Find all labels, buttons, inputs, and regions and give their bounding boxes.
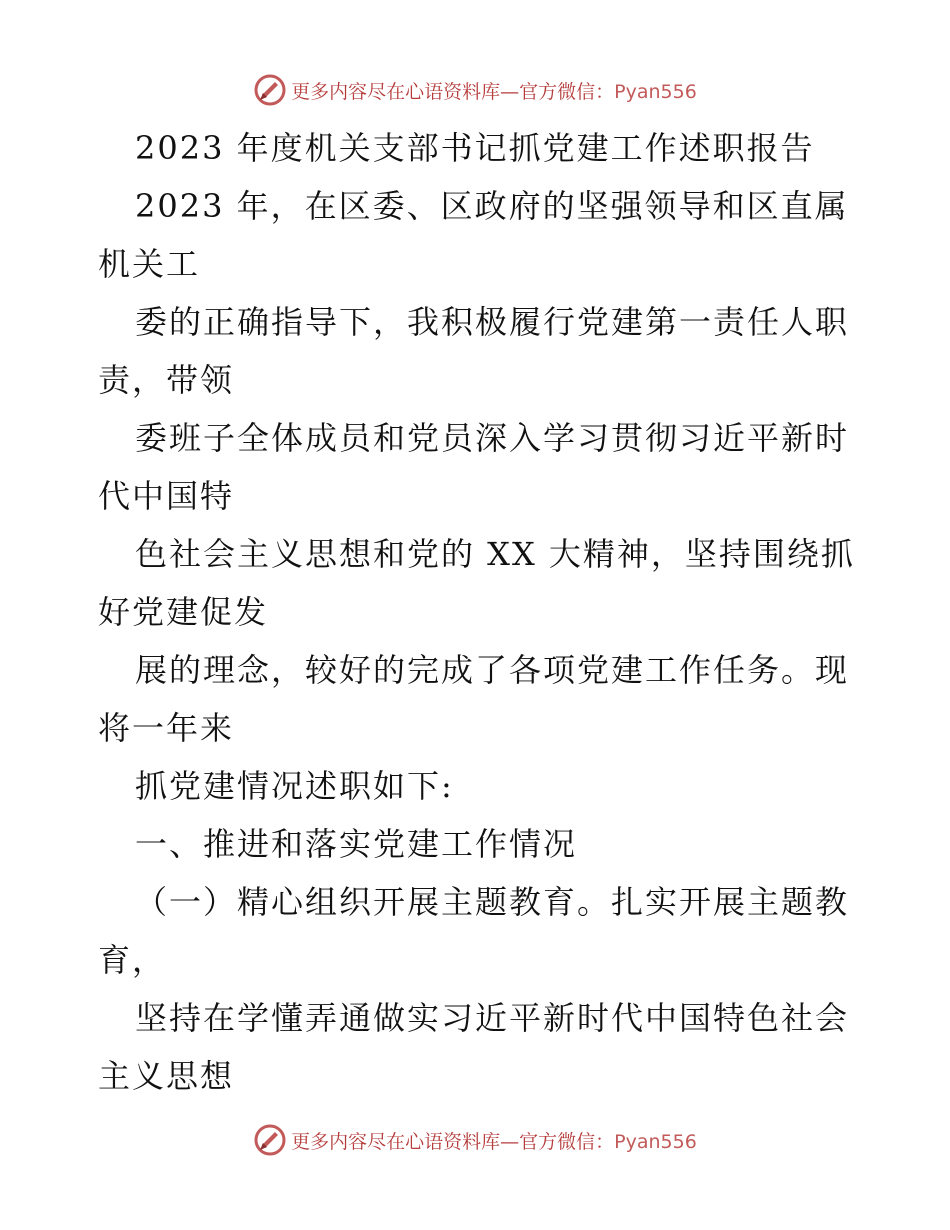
watermark-text: 更多内容尽在心语资料库—官方微信：Pyan556	[291, 1130, 697, 1153]
paragraph-line: 将一年来	[98, 709, 235, 747]
section-heading: 一、推进和落实党建工作情况	[135, 825, 578, 863]
header-watermark	[0, 70, 950, 110]
paragraph-line: 机关工	[98, 245, 201, 283]
pen-seal-icon	[253, 1123, 287, 1157]
paragraph-line: 抓党建情况述职如下:	[135, 767, 454, 805]
paragraph-line: 展的理念，较好的完成了各项党建工作任务。现	[135, 651, 850, 689]
watermark-text: 更多内容尽在心语资料库—官方微信：Pyan556	[291, 80, 697, 103]
subsection-heading: （一）精心组织开展主题教育。扎实开展主题教	[135, 883, 850, 921]
paragraph-line: 育，	[98, 941, 167, 979]
paragraph-line: 责，带领	[98, 361, 235, 399]
paragraph-line: 色社会主义思想和党的 XX 大精神，坚持围绕抓	[135, 535, 855, 573]
paragraph-line: 2023 年，在区委、区政府的坚强领导和区直属	[135, 187, 849, 225]
paragraph-line: 好党建促发	[98, 593, 269, 631]
footer-watermark	[0, 1120, 950, 1160]
paragraph-line: 委的正确指导下，我积极履行党建第一责任人职	[135, 303, 850, 341]
pen-seal-icon	[253, 73, 287, 107]
paragraph-line: 委班子全体成员和党员深入学习贯彻习近平新时	[135, 419, 850, 457]
paragraph-line: 代中国特	[98, 477, 235, 515]
paragraph-line: 主义思想	[98, 1057, 235, 1095]
paragraph-line: 坚持在学懂弄通做实习近平新时代中国特色社会	[135, 999, 850, 1037]
document-title: 2023 年度机关支部书记抓党建工作述职报告	[135, 129, 815, 167]
watermark-wechat-id: Pyan556	[614, 80, 697, 103]
watermark-wechat-id: Pyan556	[614, 1130, 697, 1153]
